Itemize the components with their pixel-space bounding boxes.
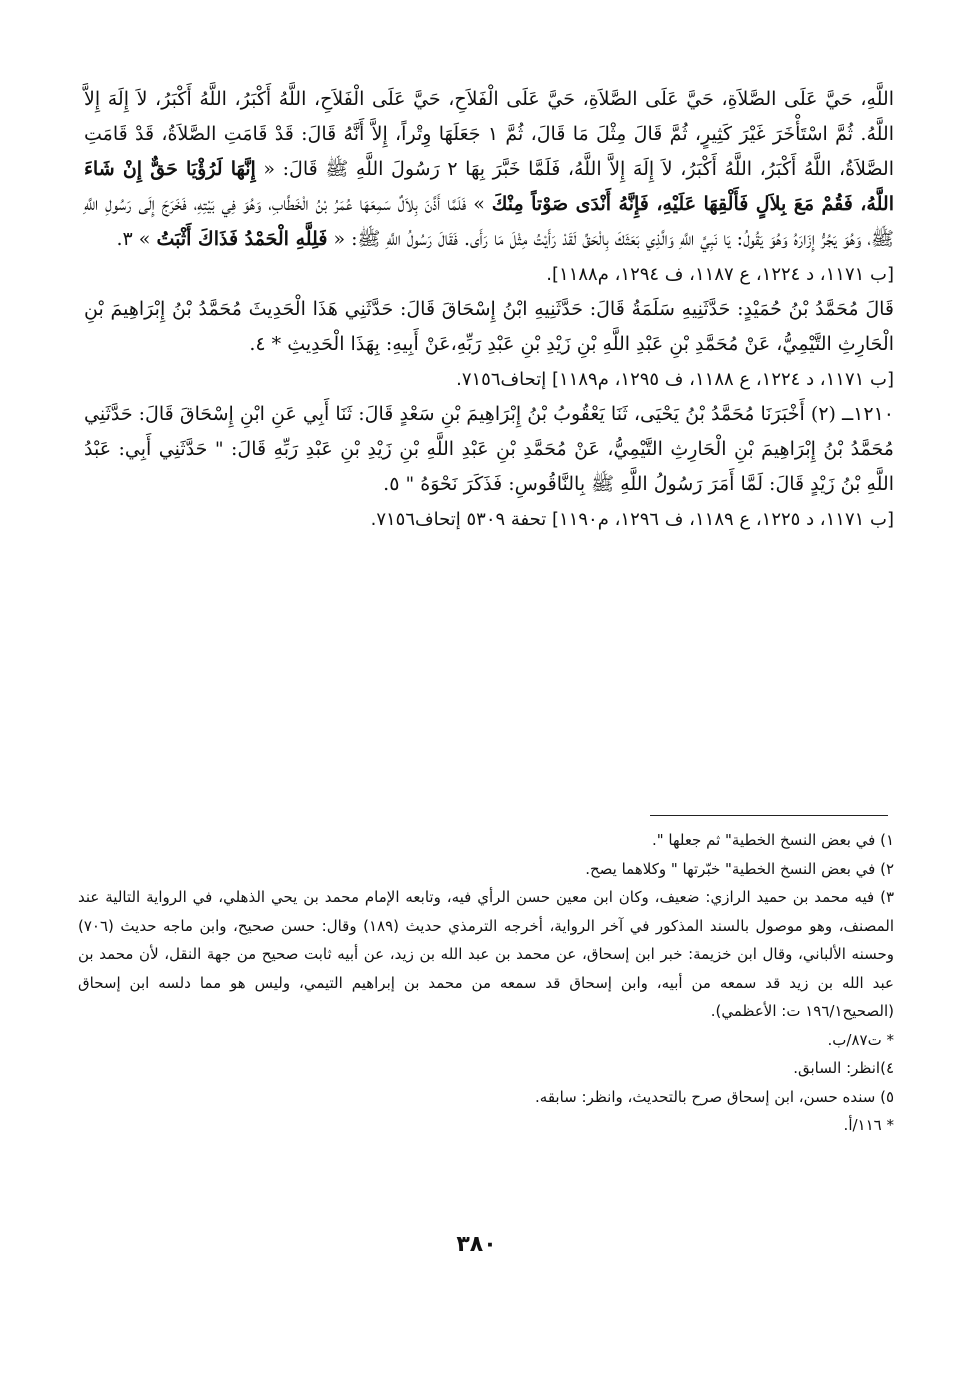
prophet-saying: إِنَّهَا لَرُؤْيَا حَقٌّ إِنْ شَاءَ اللَّهُ، فَقُمْ مَعَ بِلاَلٍ فَأَلْقِهَا عَلَيْهِ، فَإِنَّهُ أَنْدَى صَوْتاً مِنْكَ	[84, 158, 894, 215]
footnote: ٣) فيه محمد بن حميد الرازي: ضعيف، وكان ابن معين حسن الرأي فيه، وتابعه الإمام محمد بن يحي الذهلي، في الرواية التالية عند المصنف، وهو موصول بالسند المذكور في آخر الرواية، أخرجه الترمذي حديث (١٨٩) وقال: حسن صحيح، وابن ماجه حديث (٧٠٦) وحسنه الألباني، وقال ابن خزيمة: خبر ابن إسحاق، عن محمد بن عبد الله بن زيد، عن أبيه ثابت صحيح من جهة النقل، لأن محمد بن عبد الله بن زيد قد سمعه من أبيه، وابن إسحاق قد سمعه من محمد بن إبراهيم التيمي، وليس هو مما دلسه ابن إسحاق (الصحيح١٩٦/١ ت: الأعظمي).	[78, 888, 894, 1020]
hadith-text	[84, 82, 894, 537]
page-number: ٣٨٠	[456, 1232, 497, 1257]
footnote: ٤)انظر: السابق.	[793, 1059, 894, 1077]
footnote: ٥) سنده حسن، ابن إسحاق صرح بالتحديث، وانظر: سابقه.	[535, 1087, 894, 1106]
footnote: * ١١٦/أ.	[843, 1116, 894, 1134]
footnote: ١) في بعض النسخ الخطية" ثم جعلها ".	[651, 831, 894, 849]
hadith-paragraph: ١٢١٠ــ (٢) أَخْبَرَنَا مُحَمَّدُ بْنُ يَحْيَى، ثَنَا يَعْقُوبُ بْنُ إِبْرَاهِيمَ بْنِ سَعْدٍ قَالَ: ثَنَا أَبِي عَنِ ابْنِ إِسْحَاقَ قَالَ: حَدَّثَنِي مُحَمَّدُ بْنُ إِبْرَاهِيمَ بْنِ الْحَارِثِ التَّيْمِيُّ، عَنْ مُحَمَّدِ بْنِ عَبْدِ اللَّهِ بْنِ زَيْدِ بْنِ عَبْدِ رَبِّهِ قَالَ: " حَدَّثَنِي أَبِي: عَبْدُ اللَّهِ بْنُ زَيْدٍ قَالَ: لَمَّا أَمَرَ رَسُولُ اللَّهِ ﷺ بِالنَّاقُوسِ: فَذَكَرَ نَحْوَهُ " ٥.	[84, 403, 894, 495]
footnote: ٢) في بعض النسخ الخطية" خبّرتها " وكلاهما يصح.	[585, 859, 894, 878]
reference-line: [ب ١١٧١، د ١٢٢٤، ع ١١٨٨، ف ١٢٩٥، م١١٨٩] إتحاف٧١٥٦.	[456, 369, 894, 390]
reference-line: [ب ١١٧١، د ١٢٢٤، ع ١١٨٧، ف ١٢٩٤، م١١٨٨].	[546, 264, 894, 285]
reference-line: [ب ١١٧١، د ١٢٢٥، ع ١١٨٩، ف ١٢٩٦، م١١٩٠] تحفة ٥٣٠٩ إتحاف٧١٥٦.	[370, 509, 894, 530]
hadith-text-segment: » فَلَمَّا أَذَّنَ بِلاَلٌ سَمِعَهَا عُمَرُ بْنُ الْخَطَّابِ، وَهُوَ فِي بَيْتِهِ، فَخَرَجَ إِلَى رَسُولِ اللَّهِ ﷺ، وَهُوَ يَجُرُّ إِزَارَهُ وَهُوَ يَقُولُ: يَا نَبِيَّ اللَّهِ وَالَّذِي بَعَثَكَ بِالْحَقِّ لَقَدْ رَأَيْتُ مِثْلَ مَا رَأَى. فَقَالَ رَسُولُ اللَّهِ ﷺ: «	[84, 193, 894, 250]
prophet-saying: فَلِلَّهِ الْحَمْدُ فَذَاكَ أَثْبَتُ	[156, 228, 328, 250]
quote-intro: قَالَ: «	[263, 158, 318, 180]
hadith-paragraph: قَالَ مُحَمَّدُ بْنُ حُمَيْدٍ: حَدَّثَنِيهِ سَلَمَةُ قَالَ: حَدَّثَنِيهِ ابْنُ إِسْحَاقَ قَالَ: حَدَّثَنِي هَذَا الْحَدِيثَ مُحَمَّدُ بْنُ إِبْرَاهِيمَ بْنِ الْحَارِثِ التَّيْمِيُّ، عَنْ مُحَمَّدِ بْنِ عَبْدِ اللَّهِ بْنِ زَيْدِ بْنِ عَبْدِ رَبِّهِ،عَنْ أَبِيهِ: بِهَذَا الْحَدِيثِ * ٤.	[84, 298, 894, 355]
quote-close: » ٣.	[116, 228, 151, 250]
footnotes	[78, 826, 894, 1140]
footnote: * ت٨٧/ب.	[827, 1030, 894, 1049]
footnote-separator	[650, 815, 888, 816]
hadith-text-segment: اللَّهِ، حَيَّ عَلَى الصَّلاَةِ، حَيَّ عَلَى الصَّلاَةِ، حَيَّ عَلَى الْفَلاَحِ، حَيَّ عَلَى الْفَلاَحِ، اللَّهُ أَكْبَرُ، اللَّهُ أَكْبَرُ، لاَ إِلَهَ إِلاَّ اللَّهُ. ثُمَّ اسْتَأْخَرَ غَيْرَ كَثِيرٍ، ثُمَّ قَالَ مِثْلَ مَا قَالَ، ثُمَّ ١ جَعَلَهَا وِتْراً، إِلاَّ أَنَّهُ قَالَ: قَدْ قَامَتِ الصَّلاَةُ، قَدْ قَامَتِ الصَّلاَةُ، اللَّهُ أَكْبَرُ، اللَّهُ أَكْبَرُ، لاَ إِلَهَ إِلاَّ اللَّهُ، فَلَمَّا خَبَّرَ بِهَا ٢ رَسُولَ اللَّهِ ﷺ	[84, 88, 894, 180]
hadith-paragraph	[84, 82, 894, 257]
